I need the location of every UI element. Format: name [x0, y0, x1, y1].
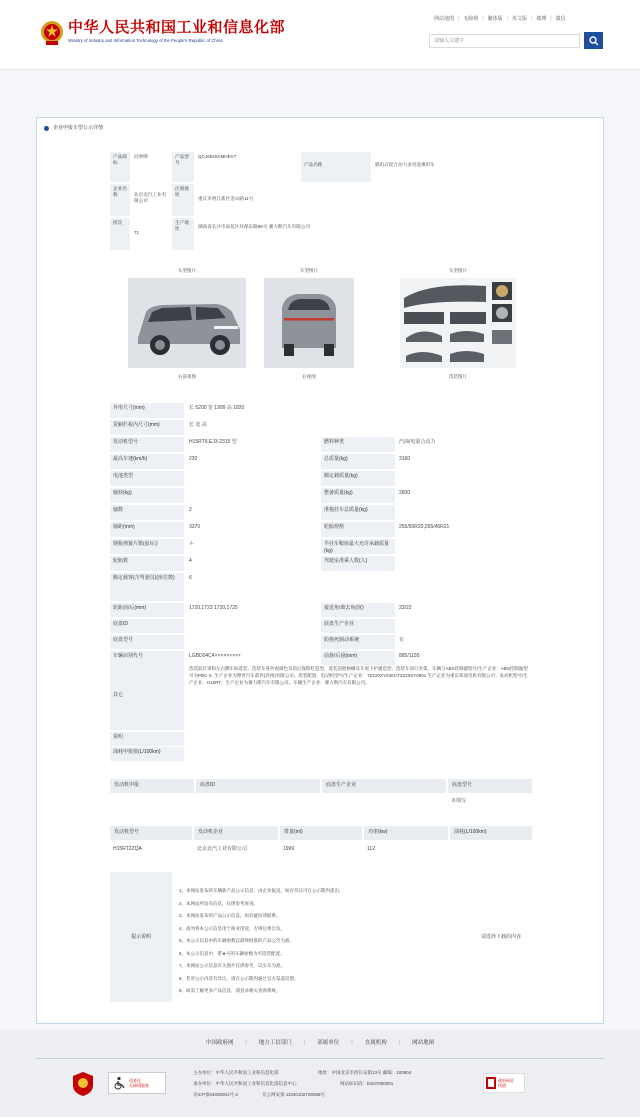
car-front-photo[interactable]: [128, 278, 246, 368]
footer-divider: [36, 1058, 604, 1059]
param-label: 半挂车鞍座最大允许承载质量(kg): [321, 539, 395, 554]
notice-item: 7、本网站公示信息有关图片仅供参考，以实车为准。: [179, 963, 286, 968]
basic-label: 批次: [110, 218, 130, 250]
chassis-cell: [196, 796, 320, 808]
param-label: 轴荷(kg): [110, 488, 184, 503]
notice-item: 1、本网站发布的车辆新产品公示信息，由企业报送，如有异议可在公示期内提出。: [179, 888, 344, 893]
param-value: 4: [189, 558, 192, 564]
param-label: 钢板弹簧片数(前/后): [110, 539, 184, 554]
param-value: [396, 539, 532, 554]
param-label: 防抱死制动系统: [321, 635, 395, 649]
fuel-label: 油耗申报值(L/100km): [110, 747, 184, 761]
footer-nav: 中国政府网 | 地方工信部门 | 部属单位 | 直属机构 | 网站地图: [205, 1040, 435, 1046]
basic-label: 产品名称: [301, 152, 371, 182]
param-value: 23/22: [399, 605, 412, 611]
basic-label: 产品型号: [172, 152, 194, 182]
engine-header: 功率(kw): [364, 826, 448, 840]
search-input[interactable]: 请输入关键字: [429, 34, 580, 48]
basic-label: 企业名称: [110, 184, 130, 216]
footer-beian[interactable]: 京ICP备04000001号-2: [193, 1092, 239, 1097]
accessibility-badge[interactable]: 适老化 无障碍服务: [108, 1072, 166, 1094]
param-value: [186, 471, 320, 486]
image-header: 车型图片: [178, 268, 196, 273]
param-label: 底盘生产企业: [321, 619, 395, 633]
basic-value: QCJ6520AMHEV7: [198, 154, 237, 159]
top-link[interactable]: 网站地图: [434, 16, 455, 22]
engine-header: 排量(ml): [280, 826, 362, 840]
footer-host: 主办单位：中华人民共和国工业和信息化部: [193, 1070, 279, 1075]
search-icon: [589, 36, 599, 46]
param-value: 汽油/电混合动力: [399, 439, 436, 445]
footer-link[interactable]: 直属机构: [364, 1040, 387, 1046]
param-label: 驾驶室准乘人数(人): [321, 556, 395, 571]
param-value: 3370: [189, 524, 201, 530]
image-header: 车型图片: [449, 268, 467, 273]
param-label: 车辆识别代号: [110, 651, 184, 665]
param-value: 有: [399, 637, 405, 643]
param-label: 准拖挂车总质量(kg): [321, 505, 395, 520]
panel-heading: [44, 125, 103, 132]
param-label: 底盘ID: [110, 619, 184, 633]
image-header: 车型图片: [300, 268, 318, 273]
param-value: 1720,1723 1720,1725: [189, 605, 238, 611]
param-value: -/-: [189, 541, 194, 547]
param-value: 220: [189, 456, 198, 462]
site-subtitle: Ministry of Industry and Information Technology of the People's Republic of China: [68, 38, 223, 43]
top-link[interactable]: 繁体版: [487, 16, 503, 22]
param-label: 燃料种类: [321, 437, 395, 452]
param-value: [186, 619, 320, 633]
engine-cell: 112: [367, 846, 375, 852]
param-label: 底盘型号: [110, 635, 184, 649]
top-link[interactable]: 微信: [555, 16, 566, 22]
notes-label: 说明: [110, 732, 184, 746]
notice-item: 5、本公示信息中的车辆参数以最终批准的产品公告为准。: [179, 938, 295, 943]
bullet-icon: [44, 126, 49, 131]
download-link[interactable]: 请选择下载的内容: [480, 934, 521, 940]
chassis-header: 底盘生产企业: [322, 779, 446, 793]
basic-value: 北京北汽工业有限公司: [134, 192, 167, 203]
param-label: 轮胎规格: [321, 522, 395, 537]
notice-item: 9、如需了解更多产品信息，请登录相关查询系统。: [179, 988, 281, 993]
notice-item: 6、本公示信息中，带★号的车辆参数为可选装配置。: [179, 950, 285, 956]
param-label: 额定载质量(kg): [321, 471, 395, 486]
param-label: 前悬/后悬(mm): [321, 651, 395, 665]
basic-value: 湖南省长沙市雨花区环保东路88号 赛力斯汽车有限公司: [198, 224, 311, 229]
param-label: 发动机型号: [110, 437, 184, 452]
engine-cell: 1999: [283, 846, 295, 852]
param-label: 轮距前/后(mm): [110, 603, 184, 617]
other-text: 选装前灯罩和左右侧车标选装，选装车身外观颜色及前后保险杠造型，选装前脸格栅及车尾下护板造型，选装车顶行李架。车辆与ABS控制器型号/生产企业：ABS控制器型号为PBC-X, 生产企业为博世汽车部件(苏州)有限公司。选装配置：电动机型号/生产企业：TZ220XY0301/TZ220XY0901 生产企业为重庆弗迪电机有限公司；发动机型号/生产企业：H15RT，生产企业为赛力斯汽车有限公司。车辆生产企业：赛力斯汽车有限公司。: [189, 666, 528, 685]
car-rear-photo[interactable]: [264, 278, 354, 368]
param-value: [396, 505, 532, 520]
param-label: 最高车速(km/h): [110, 454, 184, 469]
notice-item: 8、若对公示内容有异议，请在公示期内通过官方渠道反馈。: [179, 975, 299, 981]
gov-error-badge[interactable]: 政府网站 找错: [483, 1073, 525, 1093]
chassis-cell: 未填写: [451, 798, 467, 804]
chassis-header: 底盘型号: [448, 779, 532, 793]
engine-cell: 北京北汽工业有限公司: [197, 846, 248, 852]
basic-label: 产品商标: [110, 152, 130, 182]
param-label: 接近角/离去角(度): [321, 603, 395, 617]
footer-gongan[interactable]: 京公网安备 11040102700068号: [262, 1092, 325, 1097]
notice-item: 3、本网站发布的产品公示信息，如有疑问请联系。: [179, 913, 281, 918]
footer-icp-code: 网站标识码：bm07000001: [340, 1081, 394, 1086]
chassis-cell: [322, 796, 446, 808]
other-label: 其它: [110, 664, 184, 730]
param-label: 整备质量(kg): [321, 488, 395, 503]
engine-header: 发动机企业: [194, 826, 278, 840]
param-label: 货厢栏板内尺寸(mm): [110, 420, 184, 435]
engine-header: 发动机型号: [110, 826, 192, 840]
image-caption: 选装图片: [449, 374, 467, 379]
param-value: 2: [189, 507, 192, 513]
national-emblem-icon: [40, 20, 64, 46]
param-label: 轴数: [110, 505, 184, 520]
image-caption: 右前视图: [178, 374, 196, 379]
param-label: 外形尺寸(mm): [110, 403, 184, 418]
engine-cell: [450, 844, 532, 856]
footer-link[interactable]: 地方工信部门: [258, 1040, 292, 1046]
basic-label: 生产地址: [172, 218, 194, 250]
notice-label: 提示说明: [110, 872, 172, 1002]
notice-item: 4、请勿将本公示信息用于商业用途，否则后果自负。: [179, 925, 286, 931]
basic-label: 注册地址: [172, 184, 194, 216]
footer-address: 地址：中国北京市西长安街13号 邮编：100804: [318, 1070, 412, 1075]
notice-item: 2、本网站所发布信息，仅供参考查询。: [179, 900, 259, 906]
image-caption: 后视图: [302, 374, 316, 379]
chassis-header: 底盘ID: [196, 779, 320, 793]
param-value: 255/50R20,265/45R21: [399, 524, 450, 530]
wheelchair-icon: [112, 1076, 126, 1090]
top-link[interactable]: 无障碍: [463, 16, 479, 22]
top-links: 网站地图 | 无障碍 | 繁体版 | 英文版 | 微博 | 微信: [434, 16, 566, 22]
footer-link[interactable]: 中国政府网: [205, 1040, 234, 1046]
param-value: [396, 471, 532, 486]
param-value: [396, 556, 532, 571]
chassis-cell: [110, 796, 194, 808]
chassis-header: 发动机申报: [110, 779, 194, 793]
footer-link[interactable]: 网站地图: [412, 1040, 435, 1046]
param-value: LGBD04C4×××××××××: [189, 653, 241, 659]
param-label: 总质量(kg): [321, 454, 395, 469]
param-value: [186, 488, 320, 503]
param-label: 轴距(mm): [110, 522, 184, 537]
param-value: 2600: [399, 490, 411, 496]
footer-link[interactable]: 部属单位: [317, 1040, 340, 1046]
param-value: H15RT/LEJ3-2315 型: [189, 439, 237, 445]
param-label: 电池类型: [110, 471, 184, 486]
gov-logo-icon: [486, 1077, 496, 1089]
site-title[interactable]: 中华人民共和国工业和信息化部: [68, 18, 286, 36]
optional-parts-photo[interactable]: [400, 278, 516, 368]
search-button[interactable]: [584, 32, 603, 49]
panel-title: 企业申报车型公示详情: [53, 125, 104, 131]
basic-value: 插电式混合动力多用途乘用车: [375, 162, 435, 167]
param-value: [396, 619, 532, 633]
param-value: 3160: [399, 456, 411, 462]
engine-cell: H15RT2ZQA: [113, 846, 142, 852]
footer-ops: 承办单位：中华人民共和国工业和信息化部信息中心: [193, 1081, 297, 1086]
param-label: 轮胎数: [110, 556, 184, 571]
top-link[interactable]: 英文版: [511, 16, 527, 22]
param-value: 885/1135: [399, 653, 420, 659]
engine-header: 油耗(L/100km): [450, 826, 532, 840]
party-emblem-icon[interactable]: [72, 1071, 94, 1097]
basic-value: 71: [134, 230, 140, 235]
top-link[interactable]: 微博: [536, 16, 547, 22]
basic-value: 重庆市两江新区金山路11号: [198, 196, 254, 201]
param-value: 6: [189, 575, 192, 581]
param-value: 长 5200 宽 1999 高 1820: [189, 405, 245, 411]
basic-value: 问界牌: [134, 154, 148, 159]
param-value: [186, 635, 320, 649]
param-value: 长 宽 高: [189, 422, 207, 428]
param-label: 额定载客(含驾驶员)(座位数): [110, 573, 184, 601]
